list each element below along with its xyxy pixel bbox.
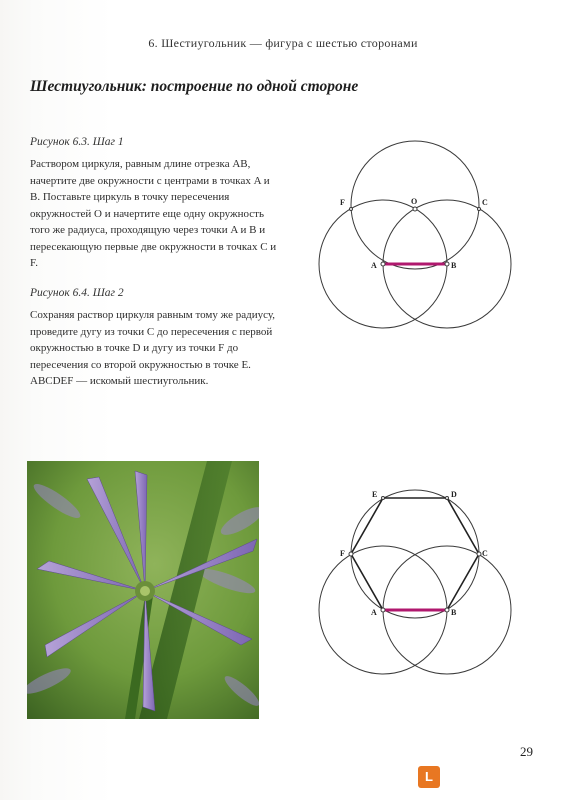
figure-6-3-text: [30, 156, 282, 272]
label-e: E: [372, 490, 378, 499]
point-d-marker: [446, 497, 449, 500]
section-title: Шестиугольник: построение по одной стороне: [30, 78, 359, 95]
label-f: F: [340, 198, 345, 207]
allium-flower-photo: [27, 461, 259, 719]
label-o: O: [411, 197, 418, 206]
publisher-logo-letter: L: [425, 769, 433, 784]
figure-6-3-paragraph: Раствором циркуля, равным длине отрезка AB, начертите две окружности с центрами в точках A и B. Поставьте циркуль в точку пересечения окружностей O и начертите еще одну окружность того же радиуса, проходящую через точки A и B и пересекающую первые две окружности в точках C и F.: [30, 158, 277, 269]
label-d: D: [451, 490, 457, 499]
point-a-marker: [381, 262, 385, 266]
point-c-marker: [477, 552, 481, 556]
diagram-step2: [300, 470, 540, 700]
running-head: 6. Шестиугольник — фигура с шестью сторонами: [148, 36, 418, 50]
label-b: B: [451, 608, 457, 617]
point-b-marker: [445, 262, 449, 266]
label-c: C: [482, 198, 488, 207]
point-o-marker: [413, 207, 417, 211]
flower-illustration: [27, 461, 259, 719]
figure-6-4-label: Рисунок 6.4. Шаг 2: [30, 287, 124, 299]
figure-6-3-label: Рисунок 6.3. Шаг 1: [30, 136, 124, 148]
point-a-marker: [381, 608, 385, 612]
diagram-step1: [300, 140, 540, 340]
publisher-logo-icon: [418, 766, 440, 788]
label-f: F: [340, 549, 345, 558]
point-f-marker: [349, 552, 353, 556]
point-e-marker: [382, 497, 385, 500]
figure-6-4-text: [30, 307, 282, 390]
label-a: A: [371, 261, 377, 270]
point-f-marker: [350, 208, 353, 211]
page-number: 29: [520, 744, 533, 759]
point-c-marker: [478, 208, 481, 211]
label-c: C: [482, 549, 488, 558]
point-b-marker: [445, 608, 449, 612]
figure-6-4-paragraph: Сохраняя раствор циркуля равным тому же радиусу, проведите дугу из точки C до пересечения с первой окружностью в точке D и дугу из точки F до пересечения со второй окружностью в точке E. ABCDEF — искомый шестиугольник.: [30, 309, 275, 387]
label-a: A: [371, 608, 377, 617]
label-b: B: [451, 261, 457, 270]
